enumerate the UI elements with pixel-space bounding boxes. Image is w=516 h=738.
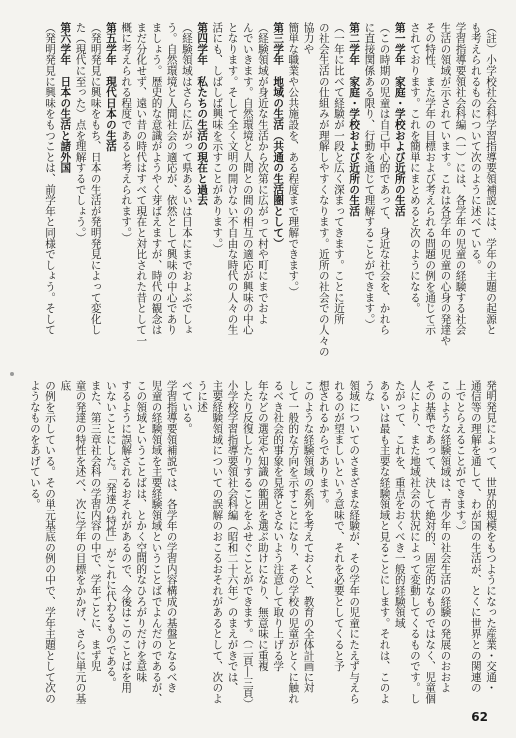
text-line: あるいは最も主要な経験領域と見ることにします。それは、このような	[363, 380, 391, 704]
text-line: いないことにした。「発達の特性」がこれに代わるものである。	[104, 380, 117, 688]
text-line: （発明発見に興味をもち、日本の生活が発明発見によって変化し	[89, 22, 102, 336]
text-line: ようなものをあげている。	[28, 380, 41, 510]
divider-dot	[10, 372, 14, 376]
text-line: （経験領域が身近な生活から次第に広がって村や町にまでおよ	[256, 22, 269, 325]
text-line: 学習指導要領社会科編（一）には、各学年の児童の経験する社会	[454, 22, 467, 336]
text-line: 学習指導要領補説では、各学年の学習内容構成の基盤となるべき	[165, 380, 178, 694]
text-line: したり反復したりすることをふせぐことができます。（二頁―三頁）	[241, 380, 254, 710]
text-line: 活にも、しばしば興味を示すことがあります。）	[211, 22, 224, 255]
text-line: その基準であって、決して絶対的、固定的なものではなく、児童個	[424, 380, 437, 704]
text-line: 発明発見によって、世界的規模をもつようになった産業・交通・	[485, 380, 497, 694]
text-line: た（現代に至った）点を理解するでしょう。）	[74, 22, 87, 244]
text-line: 簡単な職業や公共施設を、ある程度まで理解できます。）	[287, 22, 300, 298]
text-line: 第四学年 私たちの生活の現在と過去	[196, 22, 209, 206]
text-line: 第二学年 家庭・学校および近所の生活	[348, 22, 361, 217]
text-line: （註）小学校社会科学習指導要領補説には、学年の主題の起源と	[485, 22, 497, 336]
text-line: 小学校学習指導要領社会科編（昭和二十六年）のまえがきでは、	[226, 380, 239, 694]
page-number: 62	[471, 710, 488, 724]
text-line: の例を示している。その単元基底の例の中で、学年主題として次の	[44, 380, 57, 704]
text-line: このような経験領域の系列を考えておくと、教育の全体計画に対	[302, 380, 315, 694]
text-line: べている。	[180, 380, 193, 434]
text-line: んでいきます。自然環境と人間との間の相互の適応が興味の中心	[241, 22, 254, 336]
text-line: （経験領域はさらに広がって県あるいは日本にまでおよぶでしょ	[180, 22, 193, 336]
text-line: の社会生活の仕組みが理解しやすくなります。近所の社会での人々の協力や	[302, 22, 330, 357]
text-line: 第一学年 家庭・学校および近所の生活	[393, 22, 406, 217]
text-line: う。自然環境と人間社会の適応が、依然として興味の中心であり	[165, 22, 178, 336]
text-line: まだ分化せず、遠い昔の時代はすべて現在と対比された昔として一	[135, 22, 148, 346]
text-line: このような経験領域は、青少年の社会生活の経験の発展のおおよ	[439, 380, 452, 694]
upper-text-block	[16, 22, 498, 362]
lower-text-block	[28, 380, 498, 710]
text-line: 上でとらえることができます。）	[454, 380, 467, 537]
text-line: に直接関係ある限り、行動を通じて理解することができます。）	[363, 22, 376, 330]
text-line: 通信等の理解を通して、わが国の生活が、とくに世界との関連の	[469, 380, 482, 694]
text-line: するように誤解されるおそれがあるので、今後はこのことばを用	[120, 380, 133, 694]
text-line: 第六学年 日本の生活と諸外国	[59, 22, 72, 174]
text-line: 生活の領域が示されています。これは各学年の児童の心身の発達や	[439, 22, 452, 346]
text-line: また、第三章社会科の学習内容の中で、学年ごとに、まず児	[89, 380, 102, 672]
text-line: 領域についてのさまざまな経験が、その学年の児童にたえず与えら	[348, 380, 361, 704]
text-line: 童の発達の特性を述べ、次に学年の目標をかかげ、さらに単元の基底	[59, 380, 87, 704]
text-line: 児童の経験領域を主要経験領域ということばでよんだのであるが、この領域ということばは、とかく空間的なひろがりだけを意味	[135, 380, 163, 704]
text-line: 概に考えられる程度であると考えられます。）	[120, 22, 133, 244]
text-line: るべき社会的事象を見落とさないよう注意して取り上げる学	[272, 380, 285, 672]
text-line: （この時期の児童は自己中心的であって、身近な社会を、かれら	[378, 22, 391, 336]
text-line: も考えられるものについて次のように述べている。	[469, 22, 482, 271]
text-line: 主要経験領域についての誤解のおこるおそれがあるとして、次のように述	[196, 380, 224, 704]
text-line: れるのが望ましいという意味で、それを必要としてくると予	[332, 380, 345, 672]
text-line: 人により、また地域社会の状況によって変動してくるものです。したがって、これを、重点をおくべき一般的経験領域	[393, 380, 421, 704]
text-line: ましょう。歴史的な意識がようやく芽ばえますが、時代の観念は	[150, 22, 163, 336]
text-line: （一年に比べて経験が一段と広く深まってきます。ことに近所	[332, 22, 345, 325]
text-line: （発明発見に興味をもつことは、前学年と同様でしょう。そして	[44, 22, 57, 336]
text-line: 第五学年 現代日本の生活	[104, 22, 117, 152]
text-line: 想されるからであります。	[317, 380, 330, 510]
text-line: となります。そして全く文明の開けない不自由な時代の人々の生	[226, 22, 239, 336]
text-line: その特性、また学年の目標および考えられる問題の例を通じて示	[424, 22, 437, 336]
text-line: して一般的な方向を示すことになり、その学校の児童がとくに触れ	[287, 380, 300, 704]
text-line: されております。これを簡単にまとめると次のようになる。	[408, 22, 421, 314]
text-line: 年などの選定や知識の範囲を選ぶ助けになり、無意味に重複	[256, 380, 269, 672]
text-line: 第三学年 地域の生活（共通の生活圏として）	[272, 22, 285, 249]
